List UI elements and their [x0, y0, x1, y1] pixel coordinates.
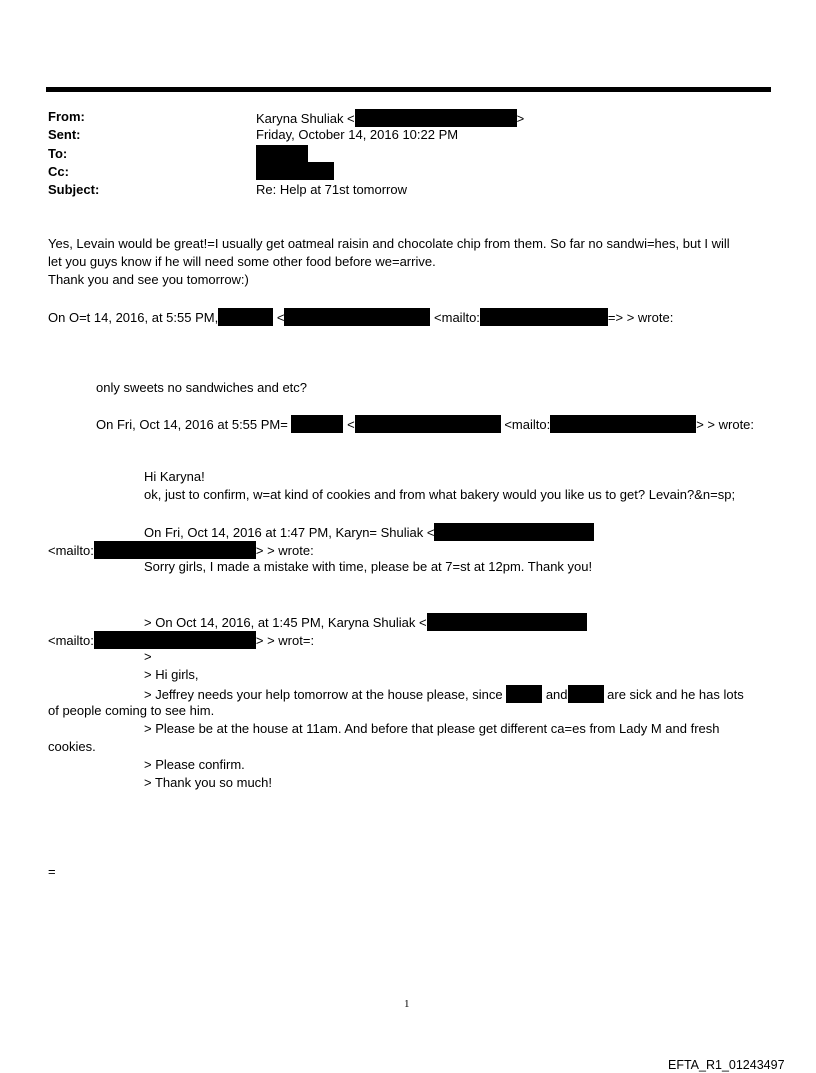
redaction-box: [568, 685, 604, 703]
quote-text: ok, just to confirm, w=at kind of cookies and from what bakery would you like us to get? Levain?&n=sp;: [144, 487, 736, 502]
quote-header-suffix: => > wrote:: [607, 310, 674, 325]
body-line: let you guys know if he will need some other food before we=arrive.: [48, 254, 436, 269]
quote-text: >: [144, 649, 152, 664]
quote-header-text: > On Oct 14, 2016, at 1:45 PM, Karyna Shuliak <: [144, 615, 427, 630]
quote-header-suffix: > > wrote:: [696, 417, 755, 432]
to-label: To:: [48, 146, 68, 161]
from-value: [256, 109, 524, 127]
quote-header: [144, 613, 587, 631]
lt-text: <: [347, 417, 355, 432]
quote-header-suffix: > > wrot=:: [255, 633, 315, 648]
from-label: From:: [48, 109, 85, 124]
quote-text: cookies.: [48, 739, 96, 754]
quote-header: [144, 523, 594, 541]
lt-text: <: [276, 310, 285, 325]
quote-text: [144, 685, 744, 703]
redaction-box: [355, 415, 501, 433]
quote-header: [96, 415, 754, 433]
subject-label: Subject:: [48, 182, 100, 197]
redaction-box: [284, 308, 430, 326]
cc-label: Cc:: [48, 164, 69, 179]
redaction-box: [94, 541, 256, 559]
body-line: Thank you and see you tomorrow:): [48, 272, 249, 287]
from-close: >: [516, 111, 525, 126]
header-rule: [46, 87, 771, 92]
from-name: Karyna Shuliak <: [256, 111, 355, 126]
quote-text: only sweets no sandwiches and etc?: [96, 380, 308, 395]
redaction-box: [256, 145, 308, 163]
redaction-box: [94, 631, 256, 649]
redaction-box: [256, 162, 334, 180]
redaction-box: [506, 685, 542, 703]
body-line: Yes, Levain would be great!=I usually get oatmeal raisin and chocolate chip from them. So far no sandwi=hes, but I will: [48, 236, 730, 251]
subject-value: Re: Help at 71st tomorrow: [256, 182, 408, 197]
trailing-equals: =: [48, 864, 56, 879]
sent-value: Friday, October 14, 2016 10:22 PM: [256, 127, 459, 142]
quote-text-part: and: [545, 687, 568, 702]
quote-header-text: On O=t 14, 2016, at 5:55 PM,: [48, 310, 219, 325]
quote-text-part: > Jeffrey needs your help tomorrow at the house please, since: [144, 687, 503, 702]
to-value: [256, 145, 308, 163]
quote-text-part: are sick and he has lots: [607, 687, 744, 702]
quote-text: of people coming to see him.: [48, 703, 215, 718]
redaction-box: [218, 308, 273, 326]
redaction-box: [434, 523, 594, 541]
quote-header-text: On Fri, Oct 14, 2016 at 5:55 PM=: [96, 417, 288, 432]
redaction-box: [550, 415, 696, 433]
quote-text: > Please confirm.: [144, 757, 245, 772]
cc-value: [256, 162, 334, 180]
mailto-text: <mailto:: [504, 417, 551, 432]
quote-text: > Please be at the house at 11am. And before that please get different ca=es from Lady M and fresh: [144, 721, 720, 736]
quote-header-text: On Fri, Oct 14, 2016 at 1:47 PM, Karyn= Shuliak <: [144, 525, 435, 540]
quote-header: [48, 308, 673, 326]
quote-header: [48, 631, 314, 649]
sent-label: Sent:: [48, 127, 81, 142]
quote-header: [48, 541, 314, 559]
mailto-text: <mailto:: [434, 310, 480, 325]
redaction-box: [355, 109, 517, 127]
redaction-box: [480, 308, 608, 326]
redaction-box: [291, 415, 343, 433]
quote-text: > Thank you so much!: [144, 775, 273, 790]
quote-text: > Hi girls,: [144, 667, 199, 682]
quote-header-suffix: > > wrote:: [255, 543, 314, 558]
quote-text: Sorry girls, I made a mistake with time, please be at 7=st at 12pm. Thank you!: [144, 559, 593, 574]
mailto-text: <mailto:: [48, 633, 94, 648]
document-id: EFTA_R1_01243497: [668, 1058, 785, 1072]
mailto-text: <mailto:: [48, 543, 94, 558]
page-number: 1: [404, 998, 410, 1010]
quote-text: Hi Karyna!: [144, 469, 205, 484]
redaction-box: [427, 613, 587, 631]
